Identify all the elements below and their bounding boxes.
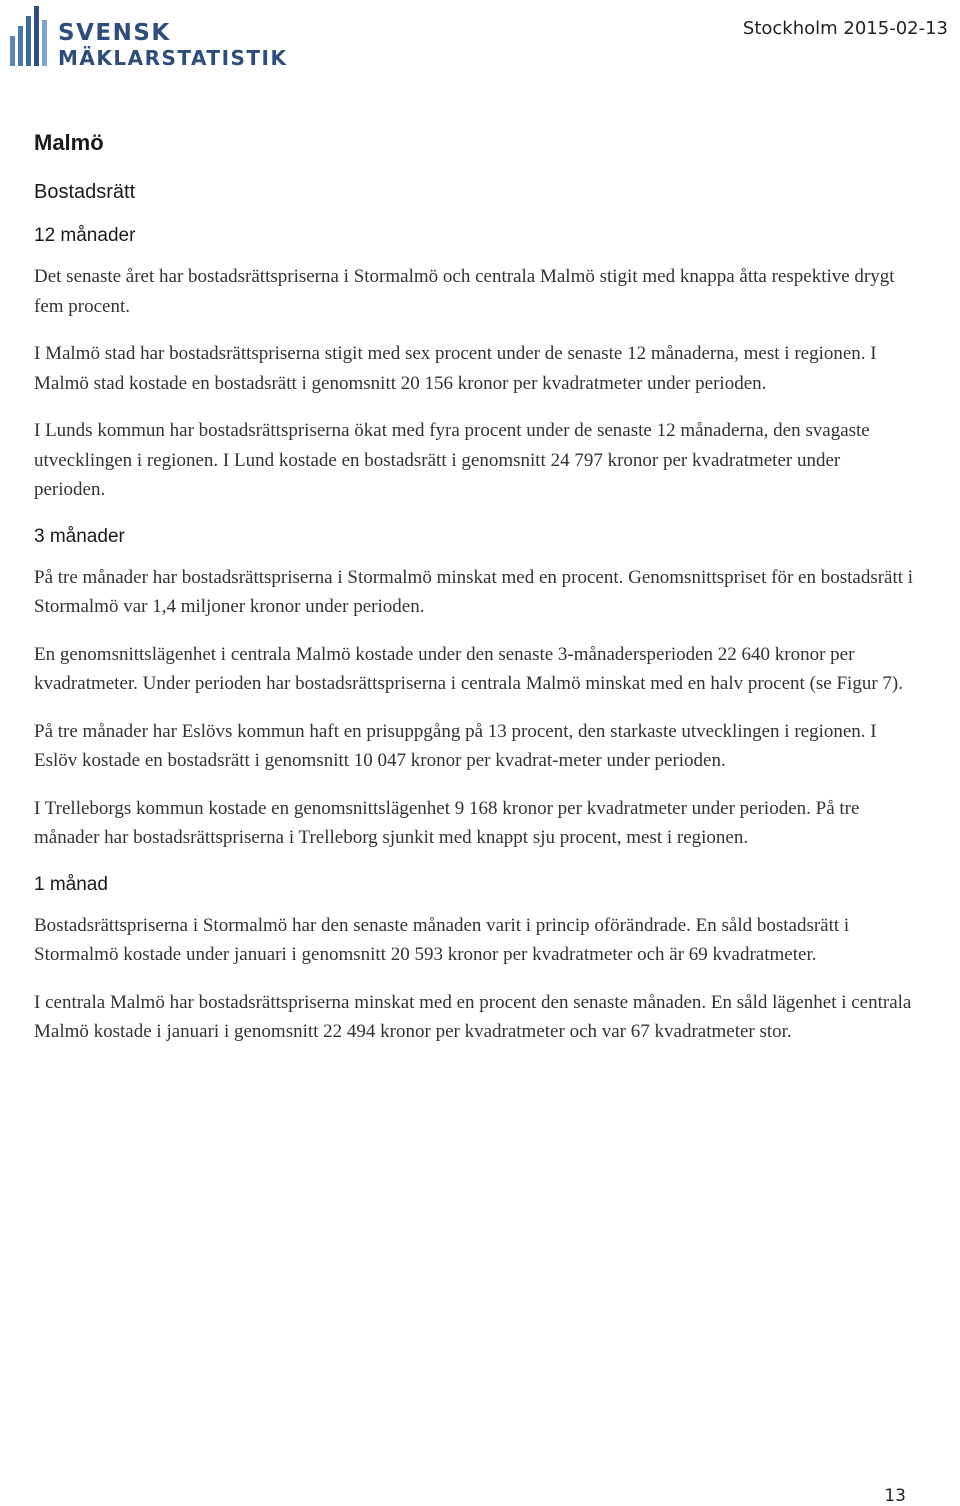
- paragraph: Det senaste året har bostadsrättspriserna i Stormalmö och centrala Malmö stigit med knappa åtta respektive drygt fem procent.: [34, 266, 895, 317]
- document-title: Malmö: [34, 130, 104, 155]
- logo-line-2: MÄKLARSTATISTIK: [58, 46, 288, 70]
- section-12-months: [34, 222, 914, 505]
- paragraph: I Trelleborgs kommun kostade en genomsnittslägenhet 9 168 kronor per kvadratmeter under perioden. På tre månader har bostadsrättspriserna i Trelleborg sjunkit med knappt sju procent, mest i regionen.: [34, 797, 860, 848]
- header-date: Stockholm 2015-02-13: [742, 18, 948, 39]
- paragraph: I Malmö stad har bostadsrättspriserna stigit med sex procent under de senaste 12 månaderna, mest i regionen. I Malmö stad kostade en bostadsrätt i genomsnitt 20 156 kronor per kvadratmeter under perioden.: [34, 343, 877, 394]
- paragraph: I centrala Malmö har bostadsrättspriserna minskat med en procent den senaste månaden. En såld lägenhet i centrala Malmö kostade i januari i genomsnitt 22 494 kronor per kvadratmeter och var 67 kvadratmeter stor.: [34, 991, 912, 1042]
- document-body: [34, 128, 914, 1065]
- logo: [8, 6, 288, 68]
- logo-bars-icon: [8, 6, 50, 68]
- section-heading: 1 månad: [34, 873, 108, 895]
- section-3-months: [34, 523, 914, 853]
- paragraph: I Lunds kommun har bostadsrättspriserna ökat med fyra procent under de senaste 12 månaderna, den svagaste utvecklingen i regionen. I Lund kostade en bostadsrätt i genomsnitt 24 797 kronor per kvadratmeter under perioden.: [34, 420, 870, 500]
- paragraph: På tre månader har Eslövs kommun haft en prisuppgång på 13 procent, den starkaste utvecklingen i regionen. I Eslöv kostade en bostadsrätt i genomsnitt 10 047 kronor per kvadrat-meter under perioden.: [34, 720, 877, 771]
- page-header: [0, 0, 960, 80]
- paragraph: En genomsnittslägenhet i centrala Malmö kostade under den senaste 3-månadersperioden 22 640 kronor per kvadratmeter. Under perioden har bostadsrättspriserna i centrala Malmö minskat med en halv procent (se Figur 7).: [34, 643, 903, 694]
- section-heading: 12 månader: [34, 225, 136, 246]
- paragraph: Bostadsrättspriserna i Stormalmö har den senaste månaden varit i princip oförändrade. En såld bostadsrätt i Stormalmö kostade under januari i genomsnitt 20 593 kronor per kvadratmeter och är 69 kvadratmeter.: [34, 914, 850, 965]
- logo-wordmark: [58, 22, 288, 68]
- page-number: 13: [884, 1486, 906, 1506]
- paragraph: På tre månader har bostadsrättspriserna i Stormalmö minskat med en procent. Genomsnittspriset för en bostadsrätt i Stormalmö var 1,4 miljoner kronor under perioden.: [34, 566, 914, 617]
- logo-line-1: SVENSK: [58, 20, 171, 46]
- section-heading: 3 månader: [34, 525, 125, 547]
- document-subtitle: Bostadsrätt: [34, 181, 136, 203]
- section-1-month: [34, 871, 914, 1047]
